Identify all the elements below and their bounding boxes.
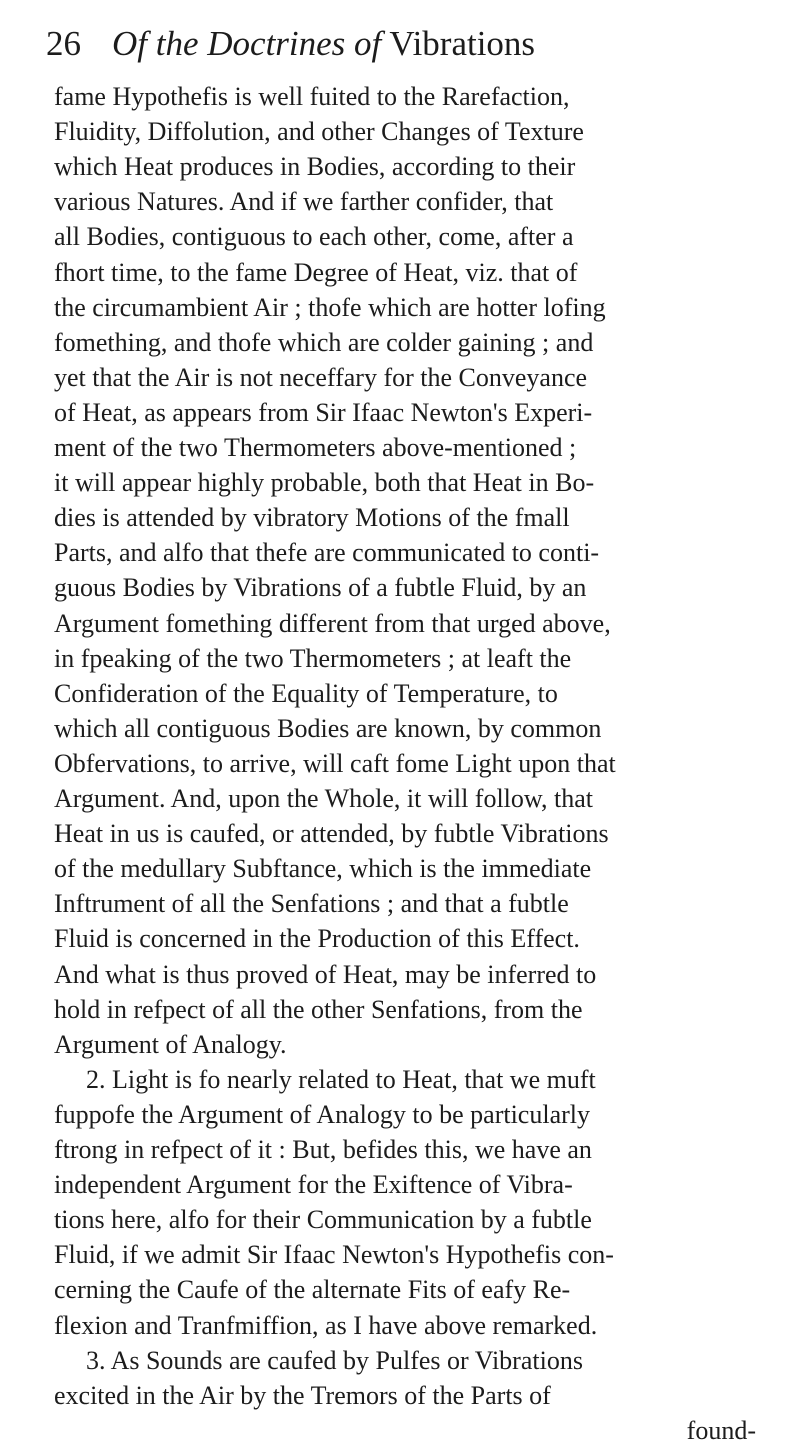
text-line: Fluid, if we admit Sir Ifaac Newton's Hypothefis con- [54,1240,614,1270]
text-line: independent Argument for the Exiftence of Vibra- [54,1170,573,1200]
text-line: in fpeaking of the two Thermometers ; at leaft the [54,643,572,673]
text-line: Heat in us is caufed, or attended, by fubtle Vibrations [54,819,609,849]
text-line: 3. As Sounds are caufed by Pulfes or Vibrations [86,1345,583,1375]
text-line: various Natures. And if we farther confider, that [54,187,554,217]
text-line: it will appear highly probable, both that Heat in Bo- [54,468,595,498]
text-line: Parts, and alfo that thefe are communicated to conti- [54,538,600,568]
text-line: which all contiguous Bodies are known, by common [54,713,602,743]
text-line: Fluidity, Diffolution, and other Changes of Texture [54,117,584,147]
text-line: flexion and Tranfmiffion, as I have above remarked. [54,1310,598,1340]
text-line: 2. Light is fo nearly related to Heat, that we muft [86,1064,596,1094]
text-line: fhort time, to the fame Degree of Heat, viz. that of [54,257,578,287]
text-line: dies is attended by vibratory Motions of the fmall [54,503,570,533]
text-line: guous Bodies by Vibrations of a fubtle Fluid, by an [54,573,587,603]
text-line: Inftrument of all the Senfations ; and that a fubtle [54,889,569,919]
text-line: fame Hypothefis is well fuited to the Rarefaction, [54,82,570,111]
running-title-roman: Vibrations [381,24,536,63]
text-line: all Bodies, contiguous to each other, come, after a [54,222,574,252]
text-line: Fluid is concerned in the Production of this Effect. [54,924,580,954]
text-line: tions here, alfo for their Communication by a fubtle [54,1205,592,1235]
text-line: excited in the Air by the Tremors of the Parts of [54,1380,551,1410]
text-line: of the medullary Subftance, which is the immediate [54,854,592,884]
text-line: ment of the two Thermometers above-mentioned ; [54,433,577,462]
text-line: hold in refpect of all the other Senfations, from the [54,994,583,1024]
text-line: of Heat, as appears from Sir Ifaac Newton's Experi- [54,397,593,427]
text-line: fuppofe the Argument of Analogy to be particularly [54,1099,590,1129]
text-line: ftrong in refpect of it : But, befides this, we have an [54,1135,592,1164]
text-line: which Heat produces in Bodies, according to their [54,152,576,182]
text-line: found- [686,1415,756,1445]
text-line: Argument fomething different from that urged above, [54,608,611,638]
text-line: yet that the Air is not neceffary for the Conveyance [54,362,588,392]
text-line: Argument of Analogy. [54,1029,287,1059]
text-line: cerning the Caufe of the alternate Fits of eafy Re- [54,1275,571,1305]
text-line: fomething, and thofe which are colder gaining ; and [54,327,594,357]
text-line: And what is thus proved of Heat, may be inferred to [54,959,597,989]
running-title-italic: Of the Doctrines of [112,24,382,63]
text-line: Confideration of the Equality of Temperature, to [54,678,558,708]
page-number: 26 [46,24,81,63]
text-line: Obfervations, to arrive, will caft fome Light upon that [54,748,616,778]
text-line: the circumambient Air ; thofe which are hotter lofing [54,292,606,322]
text-line: Argument. And, upon the Whole, it will follow, that [54,784,593,813]
